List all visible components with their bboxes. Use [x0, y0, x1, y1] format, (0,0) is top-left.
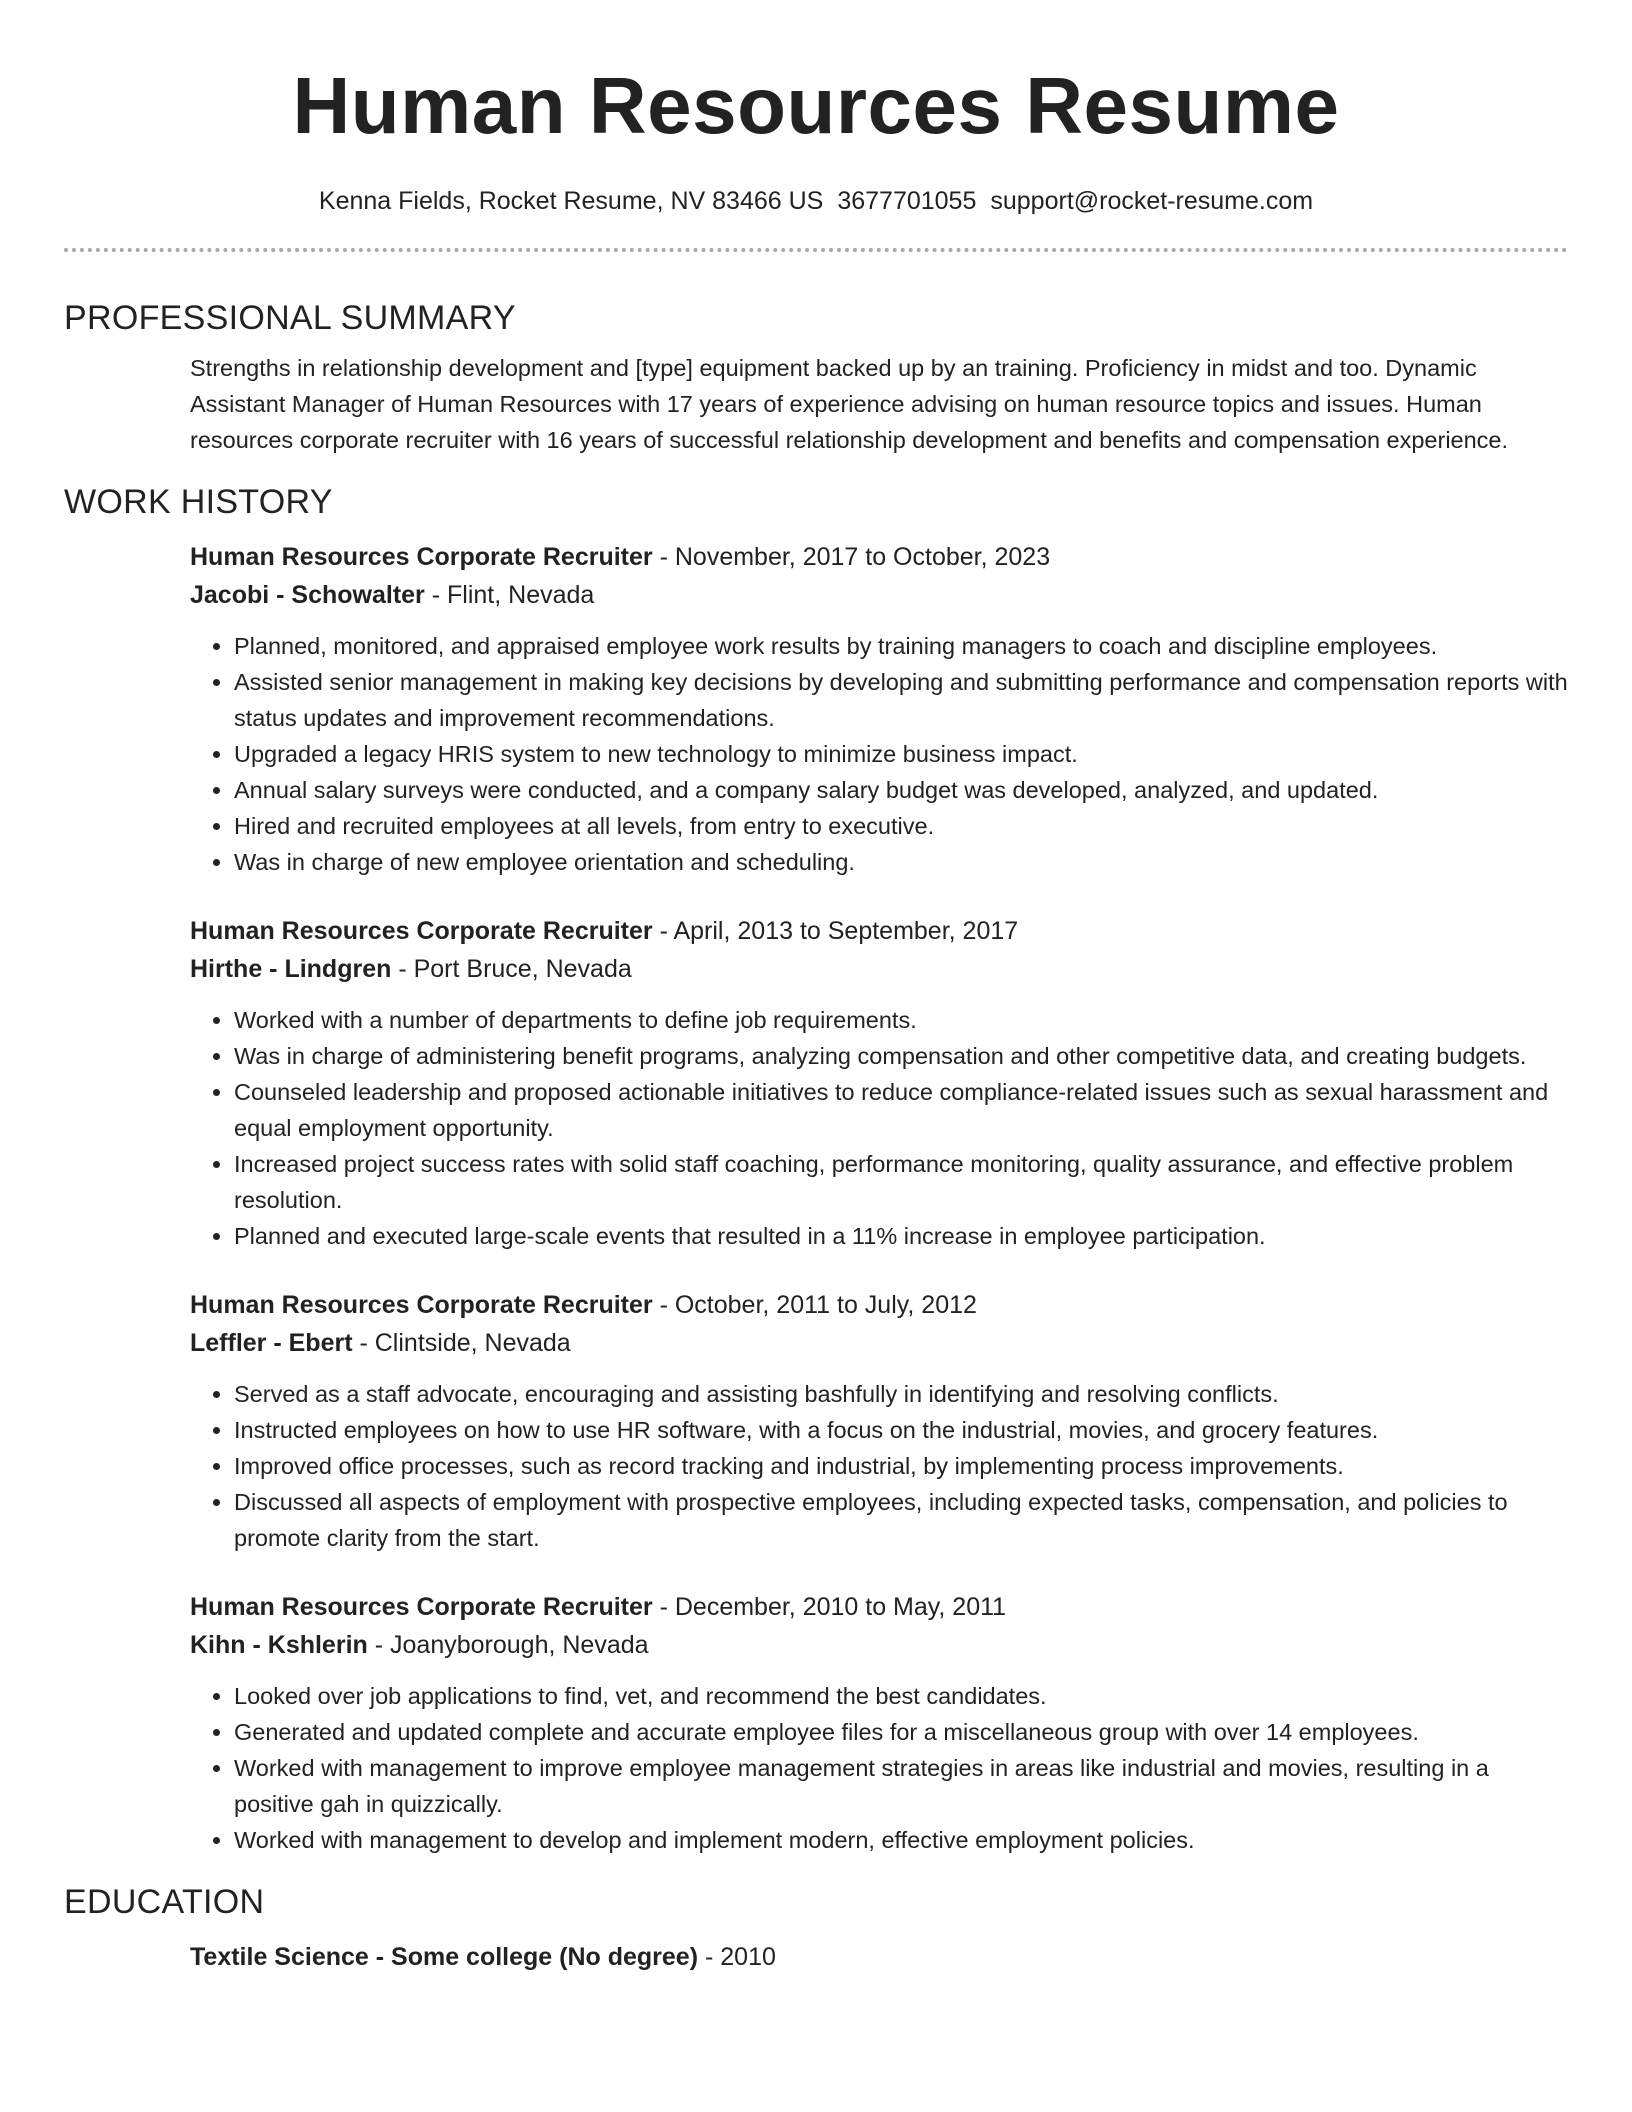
job-entry [190, 912, 1568, 1254]
summary-heading: PROFESSIONAL SUMMARY [64, 299, 516, 337]
job-location: - Port Bruce, Nevada [391, 955, 632, 983]
job-bullets [190, 1376, 1568, 1556]
list-item: • Generated and updated complete and accurate employee files for a miscellaneous group with over 14 employees. [234, 1714, 1568, 1750]
job-dates: - April, 2013 to September, 2017 [652, 917, 1019, 945]
contact-phone: 3677701055 [837, 187, 977, 215]
list-item: • Was in charge of administering benefit programs, analyzing compensation and other competitive data, and creating budgets. [234, 1038, 1568, 1074]
job-bullets [190, 628, 1568, 880]
summary-section [64, 296, 1568, 458]
list-item: • Served as a staff advocate, encouraging and assisting bashfully in identifying and resolving conflicts. [234, 1376, 1568, 1412]
list-item: • Instructed employees on how to use HR software, with a focus on the industrial, movies, and grocery features. [234, 1412, 1568, 1448]
job-title-line [190, 1286, 1568, 1324]
work-body [64, 538, 1568, 1858]
job-company: Leffler - Ebert [190, 1329, 353, 1357]
job-title: Human Resources Corporate Recruiter [190, 543, 653, 571]
education-section [64, 1880, 1568, 1976]
list-item: • Worked with management to improve employee management strategies in areas like industrial and movies, resulting in a positive gah in quizzically. [234, 1750, 1568, 1822]
summary-body [64, 350, 1568, 458]
job-company: Hirthe - Lindgren [190, 955, 392, 983]
job-company: Kihn - Kshlerin [190, 1631, 368, 1659]
job-bullets [190, 1678, 1568, 1858]
job-entry [190, 538, 1568, 880]
list-item: • Assisted senior management in making key decisions by developing and submitting performance and compensation reports with status updates and improvement recommendations. [234, 664, 1568, 736]
contact-email: support@rocket-resume.com [990, 187, 1314, 215]
list-item: • Planned, monitored, and appraised employee work results by training managers to coach and discipline employees. [234, 628, 1568, 664]
contact-line [64, 184, 1568, 218]
job-title: Human Resources Corporate Recruiter [190, 917, 653, 945]
list-item: • Upgraded a legacy HRIS system to new technology to minimize business impact. [234, 736, 1568, 772]
education-entry [190, 1938, 1568, 1976]
job-title-line [190, 1588, 1568, 1626]
job-dates: - October, 2011 to July, 2012 [652, 1291, 977, 1319]
contact-address: Kenna Fields, Rocket Resume, NV 83466 US [318, 187, 824, 215]
job-entry [190, 1588, 1568, 1858]
job-company: Jacobi - Schowalter [190, 581, 425, 609]
list-item: • Increased project success rates with solid staff coaching, performance monitoring, quality assurance, and effective problem resolution. [234, 1146, 1568, 1218]
education-body [64, 1938, 1568, 1976]
work-section [64, 480, 1568, 1858]
list-item: • Planned and executed large-scale events that resulted in a 11% increase in employee participation. [234, 1218, 1568, 1254]
job-title: Human Resources Corporate Recruiter [190, 1291, 653, 1319]
job-bullets [190, 1002, 1568, 1254]
resume-title: Human Resources Resume [292, 61, 1340, 150]
list-item: • Looked over job applications to find, vet, and recommend the best candidates. [234, 1678, 1568, 1714]
education-degree: Textile Science - Some college (No degree) [190, 1943, 699, 1971]
job-title-line [190, 912, 1568, 950]
job-entry [190, 1286, 1568, 1556]
job-location: - Flint, Nevada [424, 581, 595, 609]
job-location: - Joanyborough, Nevada [367, 1631, 649, 1659]
job-location: - Clintside, Nevada [352, 1329, 571, 1357]
job-dates: - November, 2017 to October, 2023 [652, 543, 1051, 571]
header-divider [64, 248, 1568, 252]
list-item: • Worked with management to develop and implement modern, effective employment policies. [234, 1822, 1568, 1858]
list-item: • Worked with a number of departments to define job requirements. [234, 1002, 1568, 1038]
list-item: • Was in charge of new employee orientation and scheduling. [234, 844, 1568, 880]
education-year: - 2010 [698, 1943, 776, 1971]
education-heading: EDUCATION [64, 1883, 265, 1921]
job-company-line [190, 1626, 1568, 1664]
summary-text: Strengths in relationship development and [type] equipment backed up by an training. Proficiency in midst and too. Dynamic Assistant Manager of Human Resources with 17 years of experience advising on human resource topics and issues. Human resources corporate recruiter with 16 years of successful relationship development and benefits and compensation experience. [190, 355, 1509, 453]
work-heading: WORK HISTORY [64, 483, 333, 521]
job-company-line [190, 1324, 1568, 1362]
job-title-line [190, 538, 1568, 576]
job-dates: - December, 2010 to May, 2011 [652, 1593, 1007, 1621]
job-company-line [190, 950, 1568, 988]
job-company-line [190, 576, 1568, 614]
list-item: • Hired and recruited employees at all levels, from entry to executive. [234, 808, 1568, 844]
list-item: • Counseled leadership and proposed actionable initiatives to reduce compliance-related issues such as sexual harassment and equal employment opportunity. [234, 1074, 1568, 1146]
job-title: Human Resources Corporate Recruiter [190, 1593, 653, 1621]
list-item: • Discussed all aspects of employment with prospective employees, including expected tasks, compensation, and policies to promote clarity from the start. [234, 1484, 1568, 1556]
list-item: • Improved office processes, such as record tracking and industrial, by implementing process improvements. [234, 1448, 1568, 1484]
list-item: • Annual salary surveys were conducted, and a company salary budget was developed, analyzed, and updated. [234, 772, 1568, 808]
